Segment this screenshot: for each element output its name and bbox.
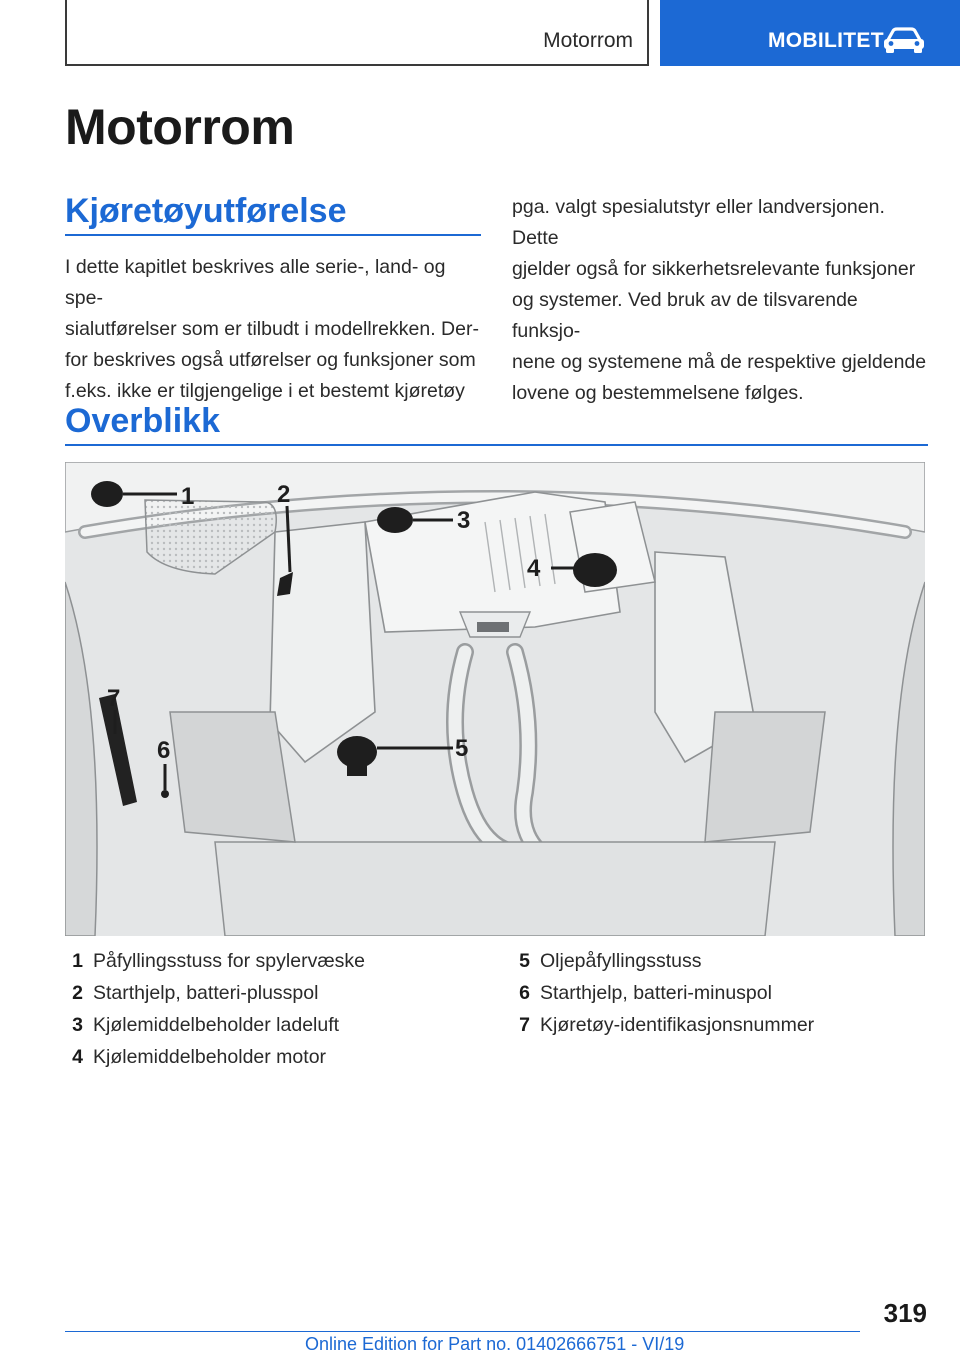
legend-list-right: [512, 950, 932, 1046]
section-divider: [65, 234, 481, 236]
text-line: og systemer. Ved bruk av de tilsvarende funksjo-: [512, 289, 858, 342]
callout-label: 7: [107, 685, 121, 712]
text-line: nene og systemene må de respektive gjeldende: [512, 351, 927, 373]
legend-item: [65, 1046, 485, 1078]
text-line: I dette kapitlet beskrives alle serie-, land- og spe-: [65, 256, 446, 309]
callout-label: 1: [181, 483, 195, 510]
legend-list-left: [65, 950, 485, 1078]
legend-item: [512, 950, 932, 982]
header-section-label: Motorrom: [543, 29, 633, 52]
legend-text: Kjølemiddelbeholder ladeluft: [93, 1014, 340, 1036]
intro-text-right: [512, 192, 928, 409]
section-divider: [65, 444, 928, 446]
engine-bay-figure: [65, 462, 925, 936]
section-title-vehicle: Kjøretøyutførelse: [65, 192, 347, 230]
legend-number: 3: [72, 1014, 83, 1036]
callout-label: 3: [457, 507, 471, 534]
callout-label: 2: [277, 481, 291, 508]
page-number: 319: [883, 1298, 927, 1328]
car-icon: [882, 26, 926, 54]
legend-item: [65, 982, 485, 1014]
legend-text: Kjølemiddelbeholder motor: [93, 1046, 327, 1068]
legend-text: Starthjelp, batteri-minuspol: [540, 982, 772, 1004]
legend-number: 4: [72, 1046, 83, 1068]
legend-number: 6: [519, 982, 530, 1004]
intro-text-left: [65, 252, 480, 407]
text-line: pga. valgt spesialutstyr eller landversjonen. Dette: [512, 196, 885, 249]
legend-number: 2: [72, 982, 83, 1004]
page-title: Motorrom: [65, 99, 295, 155]
legend-item: [65, 1014, 485, 1046]
legend-item: [65, 950, 485, 982]
header-chapter-label: MOBILITET: [768, 29, 884, 52]
text-line: gjelder også for sikkerhetsrelevante funksjoner: [512, 258, 916, 280]
text-line: for beskrives også utførelser og funksjoner som: [65, 349, 476, 371]
callout-label: 6: [157, 737, 171, 764]
footer-divider: [65, 1331, 860, 1332]
text-line: lovene og bestemmelsene følges.: [512, 382, 804, 404]
legend-number: 1: [72, 950, 83, 972]
engine-bay-illustration: [65, 462, 925, 936]
legend-text: Kjøretøy-identifikasjonsnummer: [540, 1014, 815, 1036]
legend-item: [512, 1014, 932, 1046]
legend-item: [512, 982, 932, 1014]
legend-number: 5: [519, 950, 530, 972]
header-chapter-tab[interactable]: [660, 0, 960, 66]
legend-text: Starthjelp, batteri-plusspol: [93, 982, 319, 1004]
section-title-overview: Overblikk: [65, 402, 220, 440]
callout-label: 5: [455, 735, 469, 762]
text-line: sialutførelser som er tilbudt i modellrekken. Der-: [65, 318, 479, 340]
callout-label: 4: [527, 555, 541, 582]
footer-edition-text: Online Edition for Part no. 01402666751 - VI/19: [305, 1334, 685, 1354]
legend-number: 7: [519, 1014, 530, 1036]
header-section-box: [65, 0, 649, 66]
legend-text: Påfyllingsstuss for spylervæske: [93, 950, 366, 972]
text-line: f.eks. ikke er tilgjengelige i et bestemt kjøretøy: [65, 380, 465, 402]
legend-text: Oljepåfyllingsstuss: [540, 950, 702, 972]
